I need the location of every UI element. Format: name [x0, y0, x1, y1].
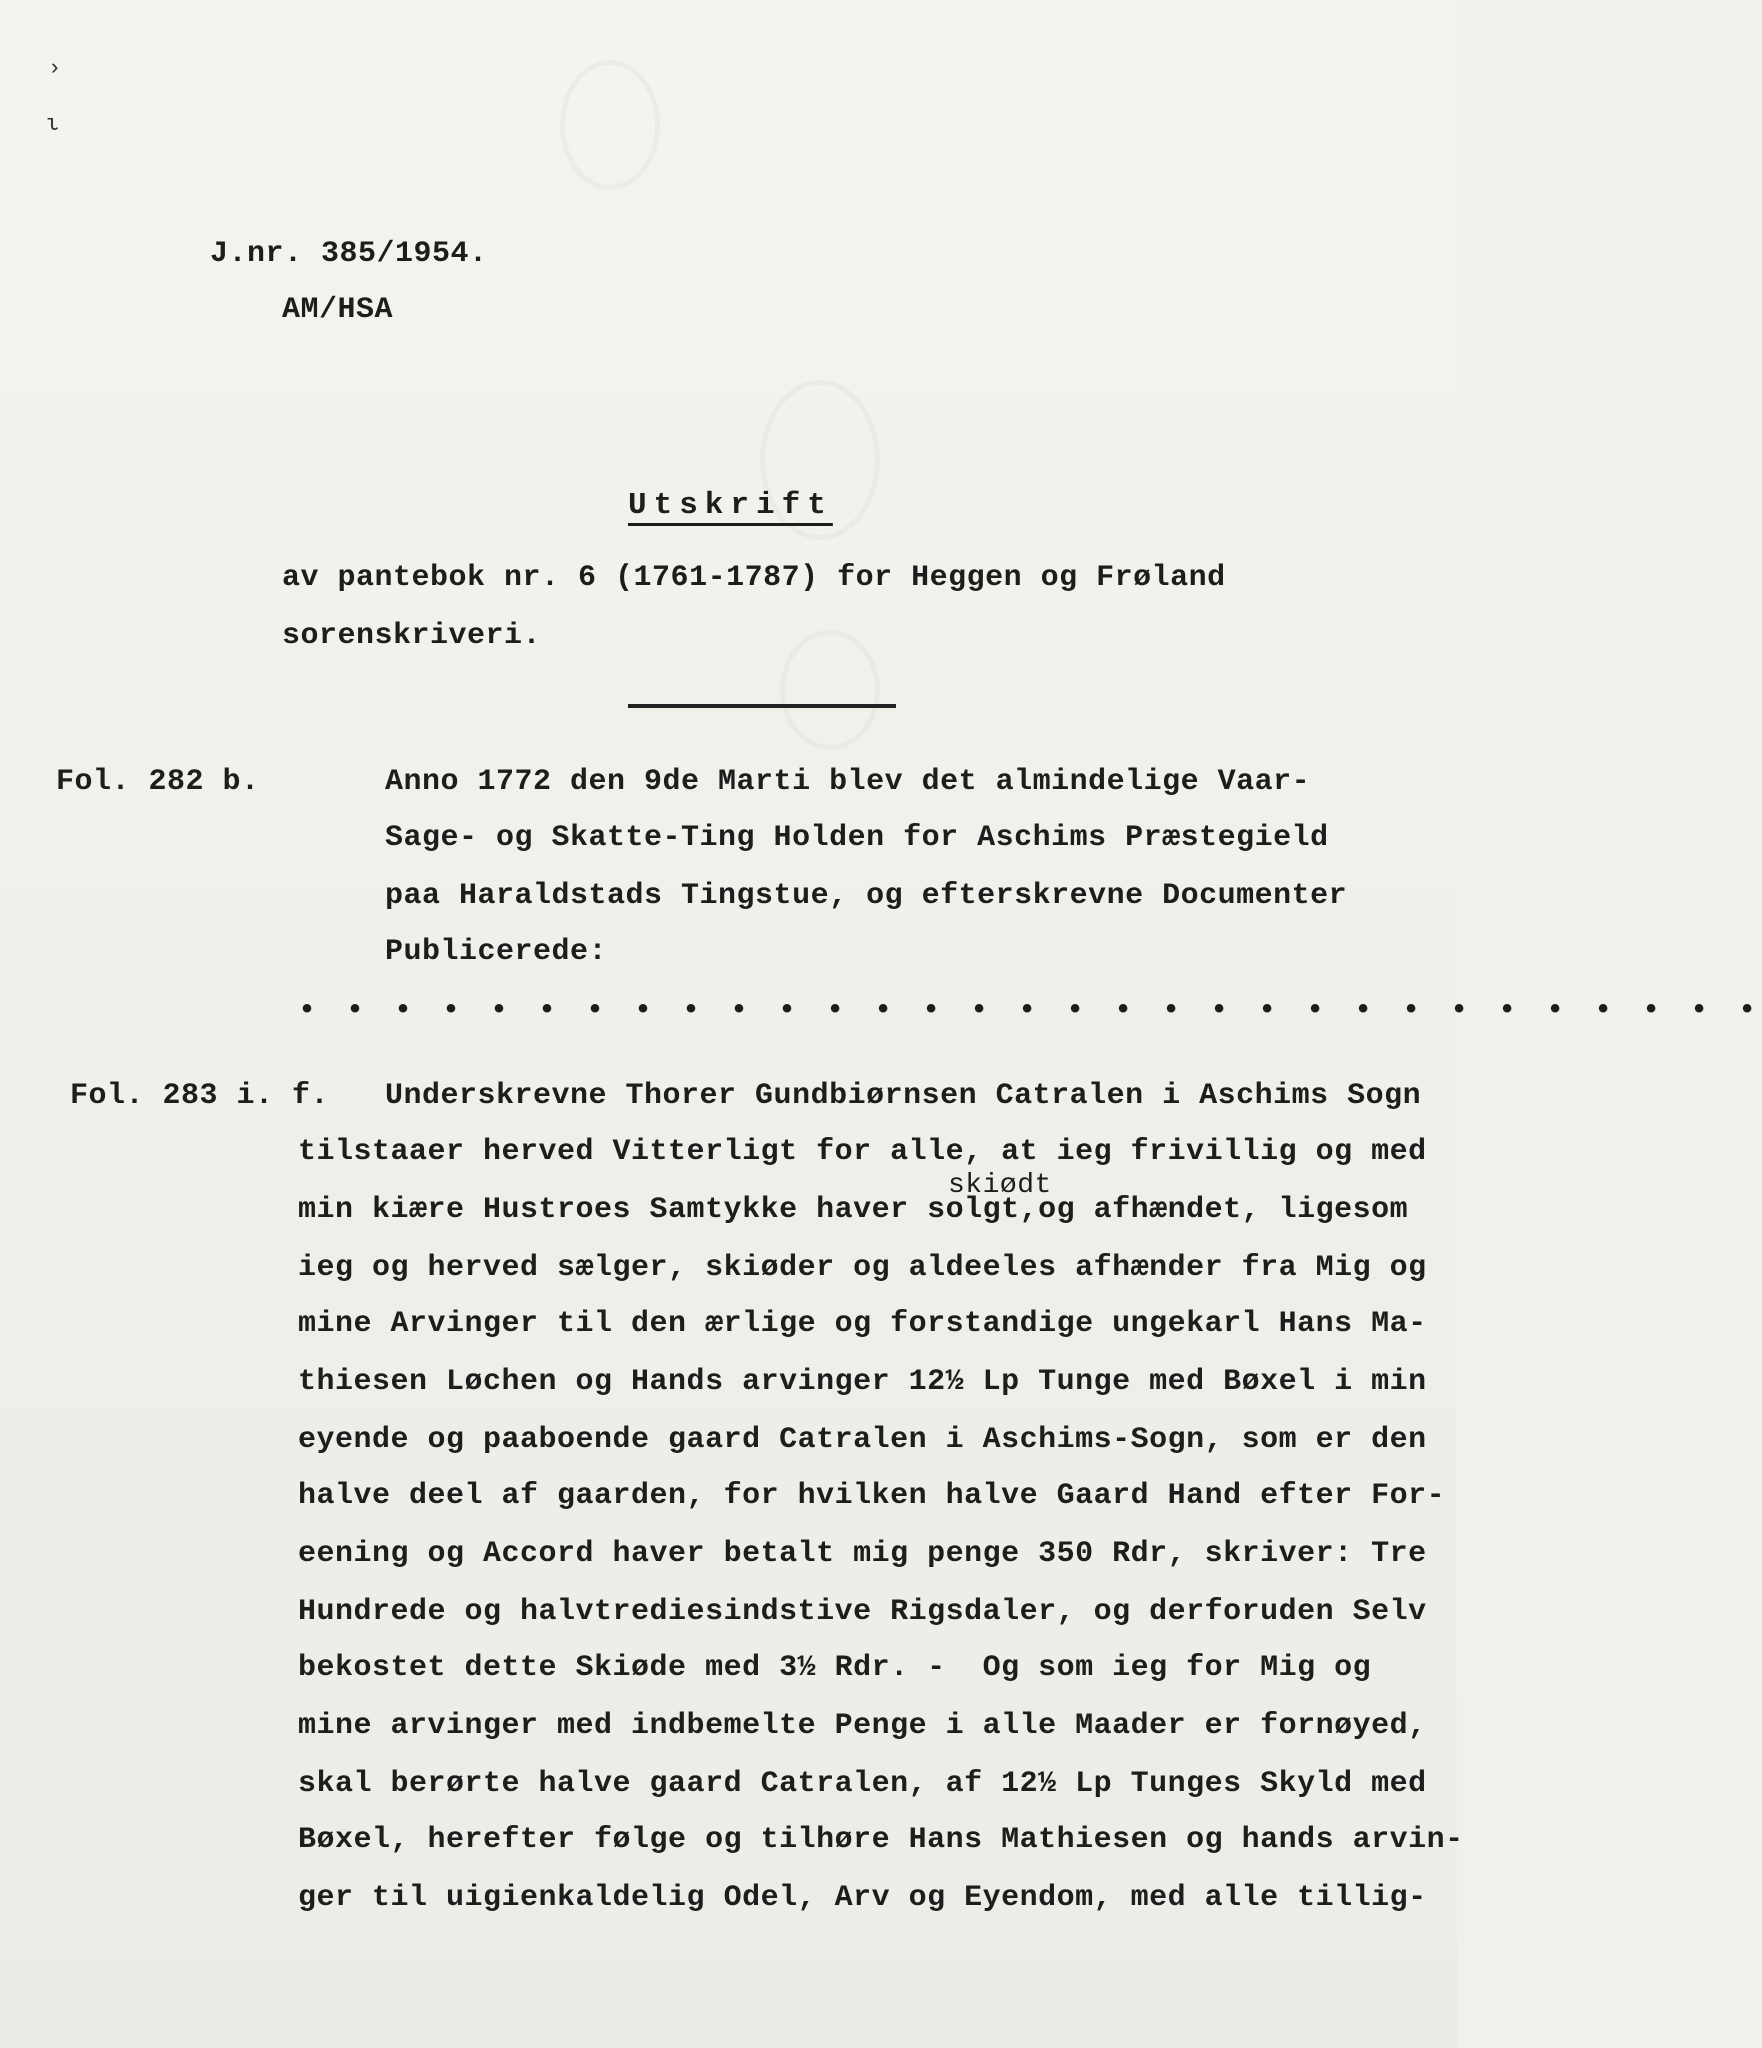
initials: AM/HSA — [282, 293, 394, 327]
bleed-through-mark — [780, 630, 880, 750]
entry-line: eening og Accord haver betalt mig penge 350 Rdr, skriver: Tre — [298, 1537, 1427, 1571]
entry-line: skal berørte halve gaard Catralen, af 12½ Lp Tunges Skyld med — [298, 1767, 1427, 1801]
entry-line: halve deel af gaarden, for hvilken halve Gaard Hand efter For- — [298, 1479, 1446, 1513]
subtitle-line-2: sorenskriveri. — [282, 619, 542, 653]
document-title: Utskrift — [628, 488, 833, 523]
journal-number: J.nr. 385/1954. — [210, 237, 488, 271]
handwritten-insertion: skiødt — [948, 1170, 1052, 1201]
entry-line: mine Arvinger til den ærlige og forstandige ungekarl Hans Ma- — [298, 1307, 1427, 1341]
entry-line: Hundrede og halvtrediesindstive Rigsdaler, og derforuden Selv — [298, 1595, 1427, 1629]
section-divider — [628, 704, 896, 708]
entry-line: Underskrevne Thorer Gundbiørnsen Catralen i Aschims Sogn — [385, 1079, 1422, 1113]
entry-line: Bøxel, herefter følge og tilhøre Hans Mathiesen og hands arvin- — [298, 1823, 1464, 1857]
entry-line: mine arvinger med indbemelte Penge i alle Maader er fornøyed, — [298, 1709, 1427, 1743]
entry-line: thiesen Løchen og Hands arvinger 12½ Lp Tunge med Bøxel i min — [298, 1365, 1427, 1399]
margin-tick-mark: ι — [46, 112, 60, 137]
entry-line: bekostet dette Skiøde med 3½ Rdr. - Og som ieg for Mig og — [298, 1651, 1372, 1685]
entry-line: min kiære Hustroes Samtykke haver solgt,og afhændet, ligesom — [298, 1193, 1409, 1227]
entry-line: Sage- og Skatte-Ting Holden for Aschims Præstegield — [385, 821, 1329, 855]
entry-line: eyende og paaboende gaard Catralen i Aschims-Sogn, som er den — [298, 1423, 1427, 1457]
margin-tick-mark: › — [48, 56, 62, 81]
bleed-through-mark — [560, 60, 660, 190]
entry-line: ieg og herved sælger, skiøder og aldeeles afhænder fra Mig og — [298, 1251, 1427, 1285]
folio-reference: Fol. 283 i. f. — [70, 1079, 330, 1113]
dotted-separator: • • • • • • • • • • • • • • • • • • • • • • • • • • • • • • • — [298, 994, 1762, 1028]
entry-line: tilstaaer herved Vitterligt for alle, at ieg frivillig og med — [298, 1135, 1427, 1169]
folio-reference: Fol. 282 b. — [56, 765, 260, 799]
entry-line: Publicerede: — [385, 935, 608, 969]
entry-line: ger til uigienkaldelig Odel, Arv og Eyendom, med alle tillig- — [298, 1881, 1427, 1915]
entry-line: paa Haraldstads Tingstue, og efterskrevne Documenter — [385, 879, 1348, 913]
subtitle-line-1: av pantebok nr. 6 (1761-1787) for Heggen og Frøland — [282, 561, 1226, 595]
entry-line: Anno 1772 den 9de Marti blev det almindelige Vaar- — [385, 765, 1311, 799]
